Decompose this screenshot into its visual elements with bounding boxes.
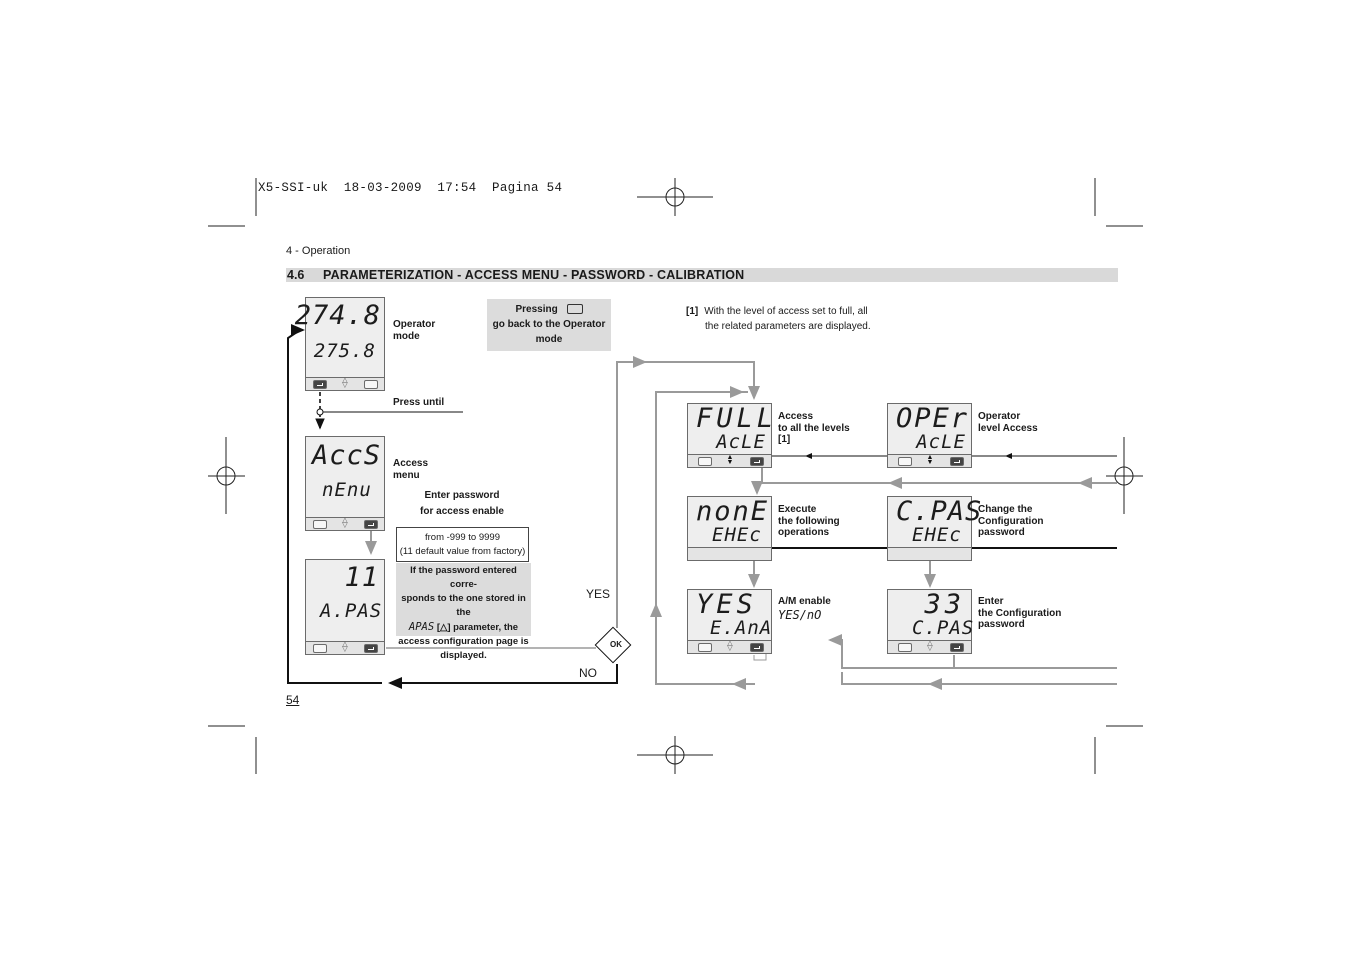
footnote [686,304,871,334]
display-yes-bottom: E.AnA [710,617,773,639]
breadcrumb: 4 - Operation [286,245,351,257]
label-line: password [978,619,1025,630]
display-cpas-enter-bottom: C.PAS [912,617,975,639]
label-line: [1] [778,434,791,445]
password-note [396,563,531,661]
press-until-label: Press until [393,397,445,408]
label-line: to all the levels [778,422,850,434]
note-line: sponds to the one stored in the [401,593,526,618]
enter-key[interactable] [364,520,378,529]
display-yes-top: YES [696,589,757,620]
keypad [888,454,971,467]
footnote-ref: [1] [686,306,699,317]
display-access-bottom: nEnu [322,479,372,501]
no-label: NO [579,666,597,680]
display-cpas-enter [887,589,975,654]
label-cpas [978,504,1044,539]
display-access-top: AccS [312,440,382,471]
callout-line2: go back to the Operator [492,319,606,330]
enter-key[interactable] [950,457,964,466]
enter-key[interactable] [750,457,764,466]
label-access-menu [393,458,428,481]
up-down-keys-icon[interactable]: △ ▽ [342,517,348,529]
note-text: parameter, the [453,622,519,633]
display-oper [887,403,972,468]
display-password [305,559,385,655]
callout-text: Pressing [515,304,558,315]
up-down-keys-icon[interactable]: △ ▽ [342,641,348,653]
keypad [306,641,384,654]
display-none [687,496,772,561]
back-key[interactable] [898,643,912,652]
back-key-icon [567,304,583,314]
param-apas: APAS [408,621,435,633]
back-key[interactable] [898,457,912,466]
label-line: for access enable [420,506,504,517]
footnote-line1 [686,304,871,319]
back-key[interactable] [698,457,712,466]
display-password-bottom: A.PAS [320,600,383,622]
label-line: Operator [978,411,1021,422]
label-yes-no-values: YES/nO [778,607,822,622]
enter-key[interactable] [364,644,378,653]
password-range [396,527,529,562]
yes-label: YES [586,587,611,601]
label-line: menu [393,469,420,481]
label-line: Enter [978,596,1004,607]
keypad [888,640,971,653]
display-oper-top: OPEr [896,403,970,434]
label-full [778,411,850,446]
display-cpas-top: C.PAS [896,496,983,527]
label-line: Execute [778,504,817,515]
section-number: 4.6 [287,268,305,282]
label-line: mode [393,330,420,342]
display-operator-top: 274.8 [294,300,381,331]
label-cpas-enter [978,596,1061,631]
display-none-top: nonE [696,496,770,527]
up-down-keys-icon[interactable]: △ ▽ [342,377,348,389]
label-line: Configuration [978,515,1044,527]
label-line: Access [778,411,814,422]
page-number: 54 [286,693,300,707]
label-line: Operator [393,319,436,330]
label-none [778,504,840,539]
label-yes [778,596,831,621]
display-full-bottom: AcLE [716,431,766,453]
print-header: X5-SSI-uk 18-03-2009 17:54 Pagina 54 [258,181,563,195]
keypad [688,547,771,560]
section-title: PARAMETERIZATION - ACCESS MENU - PASSWORD - CALIBRATION [323,268,745,282]
up-down-keys-icon[interactable]: ▲ ▼ [926,454,934,466]
label-line: the Configuration [978,607,1062,619]
enter-key[interactable] [364,380,378,389]
callout-pressing [487,299,611,351]
display-access-menu [305,436,385,531]
enter-key[interactable] [750,643,764,652]
display-cpas-bottom: EHEc [912,524,962,546]
label-line: the following [778,515,840,527]
back-key[interactable] [313,380,327,389]
label-enter-password [410,488,514,520]
note-line-param [396,620,531,635]
warning-icon: [△] [436,622,451,633]
keypad [306,377,384,390]
ok-label: OK [610,640,622,649]
password-info-box [396,527,531,661]
display-full-top: FULL [696,403,778,434]
footnote-text: With the level of access set to full, all [704,306,868,317]
back-key[interactable] [313,520,327,529]
back-key[interactable] [313,644,327,653]
label-line: Access [393,458,429,469]
label-line: A/M enable [778,596,831,607]
up-down-keys-icon[interactable]: △ ▽ [727,640,733,652]
display-cpas-enter-top: 33 [924,589,965,620]
display-full [687,403,778,468]
label-operator-mode [393,319,435,342]
display-password-top: 11 [344,562,379,593]
keypad [306,517,384,530]
range-line: (11 default value from factory) [399,546,526,557]
footnote-line2: the related parameters are displayed. [705,321,871,332]
callout-line3: mode [535,334,563,345]
keypad [688,640,771,653]
label-line: Change the [978,504,1033,515]
label-line: password [978,527,1025,538]
display-operator-bottom: 275.8 [313,340,376,362]
label-line: level Access [978,422,1038,434]
callout-line1 [487,302,611,317]
display-yes [687,589,772,654]
note-line: displayed. [440,650,487,661]
note-line: access configuration page is [398,636,529,647]
keypad [888,547,971,560]
back-key[interactable] [698,643,712,652]
display-oper-bottom: AcLE [916,431,966,453]
enter-key[interactable] [950,643,964,652]
keypad [688,454,771,467]
label-oper [978,411,1038,434]
display-none-bottom: EHEc [712,524,762,546]
note-line: If the password entered corre- [410,565,517,590]
display-operator [294,297,385,391]
up-down-keys-icon[interactable]: ▲ ▼ [726,454,734,466]
label-line: Enter password [424,490,500,501]
range-line: from -999 to 9999 [425,532,500,543]
up-down-keys-icon[interactable]: △ ▽ [927,640,933,652]
display-cpas [887,496,983,561]
label-line: operations [778,527,830,538]
